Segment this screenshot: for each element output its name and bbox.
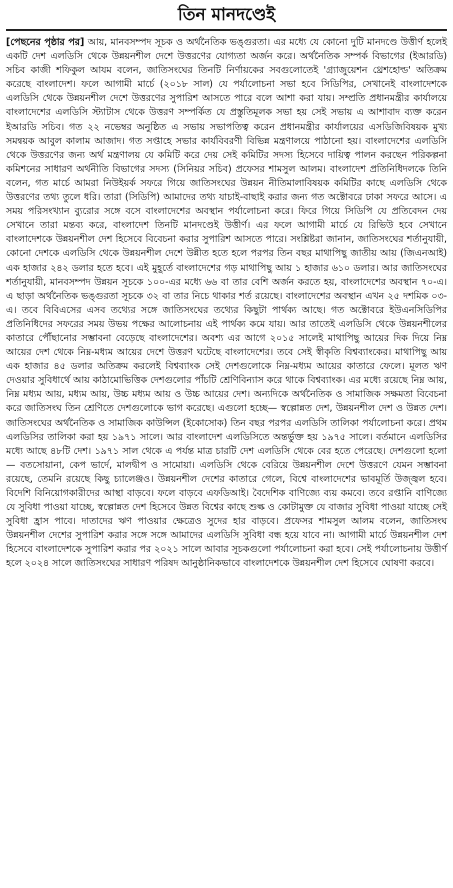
headline: তিন মানদণ্ডেই [177,5,276,25]
headline-rule [6,29,447,31]
article-body [6,36,447,572]
continuation-kicker: [পেছনের পৃষ্ঠার পর] [6,37,85,48]
article-text: আয়, মানবসম্পদ সূচক ও অর্থনৈতিক ভঙ্গুরতা। এর মধ্যে যে কোনো দুটি মানদণ্ডে উত্তীর্ণ হলেই একটি দেশ এলডিসি থেকে উন্নয়নশীল দেশে উত্তরণের যোগ্যতা অর্জন করে। অর্থনৈতিক সম্পর্ক বিভাগের (ইআরডি) সচিব কাজী শফিকুল আযম বলেন, জাতিসংঘের তিনটি নির্ণায়কের সবগুলোতেই 'গ্র্যাজুয়েশন থ্রেশহোল্ড' অতিক্রম করেছে বাংলাদেশ। ফলে আগামী মার্চে (২০১৮ সাল) যে পর্যালোচনা সভা হবে সিডিপির, সেখানেই বাংলাদেশকে এলডিসি থেকে উন্নয়নশীল দেশে উত্তরণের সুপারিশ আসতে পারে বলে আশা করা যায়। সম্প্রতি প্রধানমন্ত্রীর কার্যালয়ে বাংলাদেশের এলডিসি স্ট্যাটাস থেকে উত্তরণ সম্পর্কিত যে প্রস্তুতিমূলক সভা হয় সেই সভায় এ আশাবাদ ব্যক্ত করেন ইআরডি সচিব। গত ২২ নভেম্বর অনুষ্ঠিত এ সভায় সভাপতিত্ব করেন প্রধানমন্ত্রীর কার্যালয়ের এসডিজিবিষয়ক মুখ্য সমন্বয়ক আবুল কালাম আজাদ। গত সপ্তাহে সভার কার্যবিবরণী বিভিন্ন মন্ত্রণালয়ে পাঠানো হয়। বাংলাদেশের এলডিসি থেকে উত্তরণের জন্য অর্থ মন্ত্রণালয় যে কমিটি করে দেয় সেই কমিটির সদস্য হিসেবে দায়িত্ব পালন করছেন পরিকল্পনা কমিশনের সাধারণ অর্থনীতি বিভাগের সদস্য (সিনিয়র সচিব) প্রফেসর শামসুল আলম। বাংলাদেশ প্রতিনিধিদলকে তিনি বলেন, গত মার্চে আমরা নিউইয়র্ক সফরে গিয়ে জাতিসংঘের উন্নয়ন নীতিমালাবিষয়ক কমিটির কাছে এলডিসি থেকে উত্তরণের তথ্য তুলে ধরি। তারা (সিডিপি) আমাদের তথ্য যাচাই-বাছাই করার জন্য গত অক্টোবরে ঢাকা সফরে আসে। এ সময় পরিসংখ্যান ব্যুরোর সঙ্গে বসে বাংলাদেশের অবস্থান পর্যালোচনা করে। ফিরে গিয়ে সিডিপি যে প্রতিবেদন দেয় সেখানে তারা মন্তব্য করে, বাংলাদেশ তিনটি মানদণ্ডেই উত্তীর্ণ। এর ফলে আগামী মার্চে যে রিভিউ হবে সেখানে বাংলাদেশকে উন্নয়নশীল দেশ হিসেবে বিবেচনা করার সুপারিশ আসতে পারে। সংশ্লিষ্টরা জানান, জাতিসংঘের শর্তানুযায়ী, কোনো দেশকে এলডিসি থেকে উন্নয়নশীল দেশে উন্নীত হতে হলে পরপর তিন বছর মাথাপিছু জাতীয় আয় (জিএনআই) এক হাজার ২৪২ ডলার হতে হবে। এই মুহূর্তে বাংলাদেশের গড় মাথাপিছু আয় ১ হাজার ৬১০ ডলার। আর জাতিসংঘের শর্তানুযায়ী, মানবসম্পদ উন্নয়ন সূচকে ১০০-এর মধ্যে ৬৬ বা তার বেশি অর্জন করতে হয়, বাংলাদেশের অবস্থান ৭০-এ। এ ছাড়া অর্থনৈতিক ভঙ্গুরতা সূচকে ৩২ বা তার নিচে থাকার শর্ত রয়েছে। বাংলাদেশের অবস্থান এখন ২৫ দশমিক ০৩-এ। তবে বিবিএসের এসব তথ্যের সঙ্গে জাতিসংঘের তথ্যের কিছুটা পার্থক্য আছে। গত অক্টোবরে ইউএনসিডিপির প্রতিনিধিদের সফরের সময় উভয় পক্ষের আলোচনায় এই পার্থক্য কমে যায়। আর তাতেই এলডিসি থেকে উন্নয়নশীলের কাতারে পৌঁছানোর সম্ভাবনা বেড়েছে বাংলাদেশের। অবশ্য এর আগে ২০১৫ সালেই মাথাপিছু আয়ের দিক দিয়ে নিম্ন আয়ের দেশ থেকে নিম্ন-মধ্যম আয়ের দেশে উত্তরণ ঘটেছে বাংলাদেশের। তবে সেই স্বীকৃতি বিশ্বব্যাংকের। মাথাপিছু আয় এক হাজার ৪৫ ডলার অতিক্রম করলেই বিশ্বব্যাংক সেই দেশগুলোকে নিম্ন-মধ্যম আয়ের কাতারে ফেলে। মূলত ঋণ দেওয়ার সুবিধার্থে আয় কাঠামোভিত্তিক দেশগুলোর পাঁচটি শ্রেণিবিন্যাস করে থাকে বিশ্বব্যাংক। এর মধ্যে রয়েছে নিম্ন আয়, নিম্ন মধ্যম আয়, মধ্যম আয়, উচ্চ মধ্যম আয় ও উচ্চ আয়ের দেশ। অন্যদিকে অর্থনৈতিক ও সামাজিক সক্ষমতা বিবেচনা করে জাতিসংঘ তিন শ্রেণিতে দেশগুলোকে ভাগ করেছে। এগুলো হচ্ছে— স্বল্পোন্নত দেশ, উন্নয়নশীল দেশ ও উন্নত দেশ। জাতিসংঘের অর্থনৈতিক ও সামাজিক কাউন্সিল (ইকোসোক) তিন বছর পরপর এলডিসি তালিকা পর্যালোচনা করে। প্রথম এলডিসির তালিকা করা হয় ১৯৭১ সালে। আর বাংলাদেশ এলডিসিতে অন্তর্ভুক্ত হয় ১৯৭৫ সালে। বর্তমানে এলডিসির মধ্যে আছে ৪৮টি দেশ। ১৯৭১ সাল থেকে এ পর্যন্ত মাত্র চারটি দেশ এলডিসি থেকে বের হতে পেরেছে। দেশগুলো হলো— বতসোয়ানা, কেপ ভার্দে, মালদ্বীপ ও সামোয়া। এলডিসি থেকে বেরিয়ে উন্নয়নশীল দেশে উত্তরণে যেমন সম্ভাবনা রয়েছে, তেমনি রয়েছে কিছু চ্যালেঞ্জও। উন্নয়নশীল দেশের কাতারে গেলে, বিশ্বে বাংলাদেশের ভাবমূর্তি উজ্জ্বল হবে। বিদেশি বিনিয়োগকারীদের আস্থা বাড়বে। ফলে বাড়বে এফডিআই। বৈদেশিক বাণিজ্যে ব্যয় কমবে। তবে রপ্তানি বাণিজ্যে যে সুবিধা পাওয়া যাচ্ছে, স্বল্পোন্নত দেশ হিসেবে উন্নত বিশ্বের কাছে শুল্ক ও কোটামুক্ত যে বাজার সুবিধা পাওয়া যাচ্ছে সেই সুবিধা হ্রাস পাবে। দাতাদের ঋণ পাওয়ার ক্ষেত্রেও সুদের হার বাড়বে। প্রফেসর শামসুল আলম বলেন, জাতিসংঘ উন্নয়নশীল দেশের সুপারিশ করার সঙ্গে সঙ্গে আমাদের এলডিসি সুবিধা বন্ধ হয়ে যাবে না। আগামী মার্চে উন্নয়নশীল দেশ হিসেবে বাংলাদেশকে সুপারিশ করার পর ২০২১ সালে আবার সূচকগুলো পর্যালোচনা করা হবে। সেই পর্যালোচনায় উত্তীর্ণ হলে ২০২৪ সালে জাতিসংঘের সাধারণ পরিষদ আনুষ্ঠানিকভাবে বাংলাদেশকে উন্নয়নশীল দেশ হিসেবে ঘোষণা করবে। [6,37,447,570]
